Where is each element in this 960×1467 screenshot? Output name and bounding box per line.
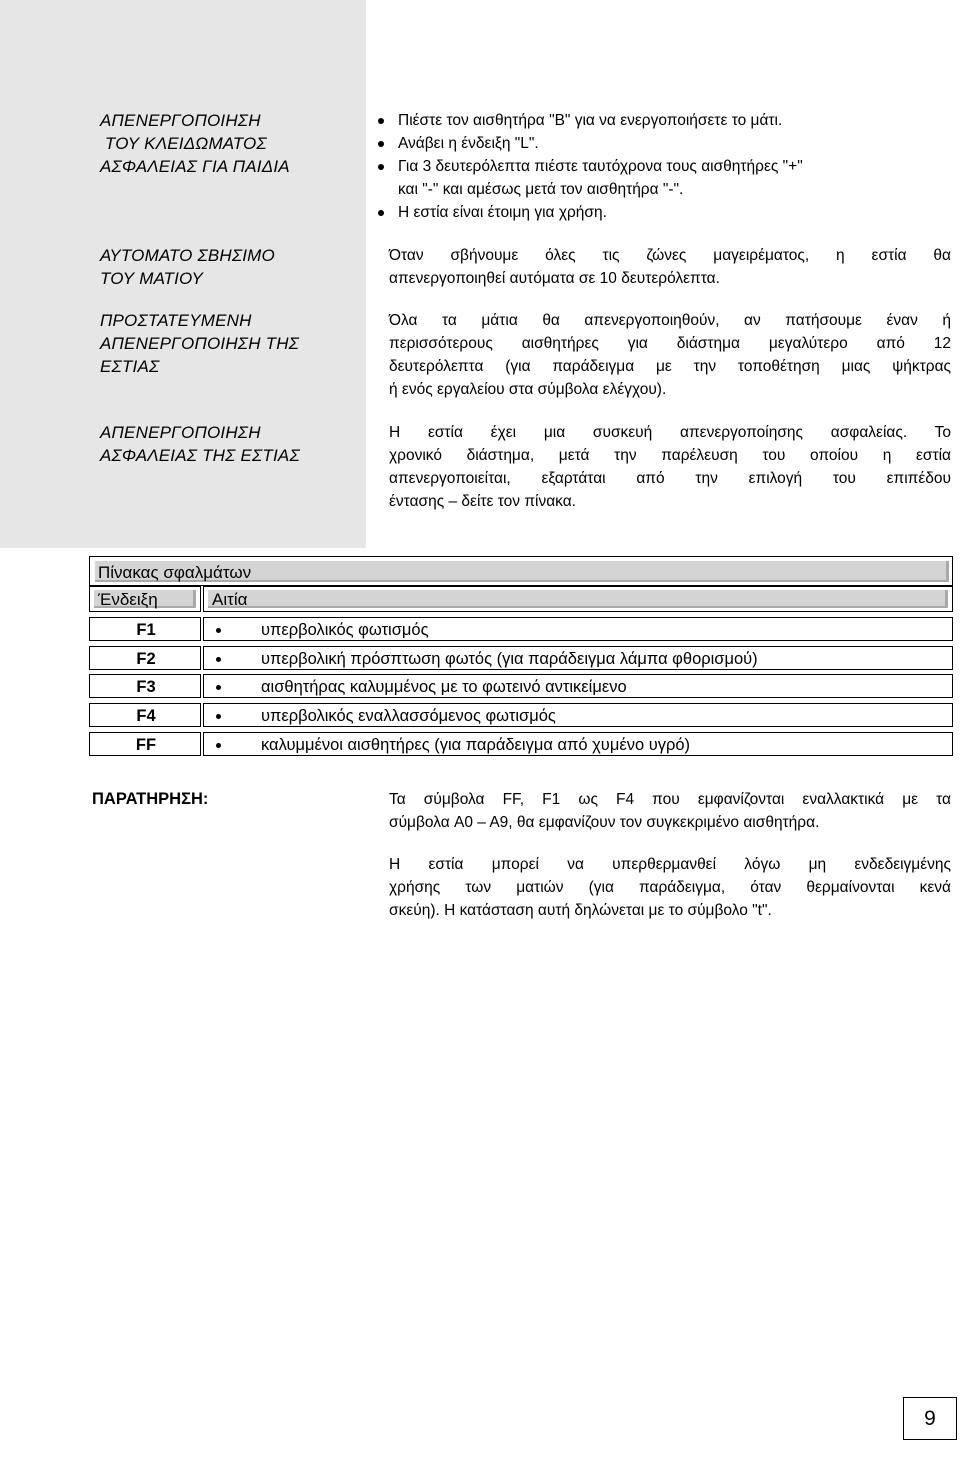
bullet-icon	[216, 743, 221, 748]
protected-off-text	[389, 309, 951, 401]
heading-child-lock-off	[100, 109, 362, 178]
code-cell	[89, 732, 201, 756]
text-line: δευτερόλεπτα (για παράδειγμα με την τοποθέτηση μιας ψήκτρας	[389, 358, 951, 375]
note-paragraph-1	[389, 788, 951, 834]
cause-cell	[203, 646, 953, 670]
cause-cell	[203, 703, 953, 727]
cause-cell	[203, 732, 953, 756]
error-code: FF	[135, 736, 157, 754]
header-cell-cause	[203, 586, 953, 612]
bullet-icon	[378, 164, 384, 170]
code-cell	[89, 674, 201, 698]
bullet-icon	[378, 141, 384, 147]
table-title: Πίνακας σφαλμάτων	[98, 563, 252, 582]
heading-line: ΑΣΦΑΛΕΙΑΣ ΓΙΑ ΠΑΙΔΙΑ	[100, 157, 290, 176]
note-paragraph-2	[389, 853, 951, 922]
heading-safety-off	[100, 421, 362, 467]
error-cause: υπερβολικός φωτισμός	[261, 621, 429, 639]
error-code: F2	[136, 650, 156, 668]
list-item	[372, 201, 952, 224]
code-cell	[89, 703, 201, 727]
error-cause: υπερβολική πρόσπτωση φωτός (για παράδειγμα λάμπα φθορισμού)	[261, 650, 758, 668]
heading-line: ΑΣΦΑΛΕΙΑΣ ΤΗΣ ΕΣΤΙΑΣ	[100, 446, 300, 465]
error-cause: καλυμμένοι αισθητήρες (για παράδειγμα από χυμένο υγρό)	[261, 736, 691, 754]
cause-cell	[203, 617, 953, 641]
child-lock-steps	[372, 109, 952, 224]
table-title-box	[89, 556, 953, 586]
text-line: Η εστία μπορεί να υπερθερμανθεί λόγω μη ενδεδειγμένης	[389, 856, 951, 873]
text-line: περισσότερους αισθητήρες για διάστημα μεγαλύτερο από 12	[389, 335, 951, 352]
text-line: σκεύη). Η κατάσταση αυτή δηλώνεται με το σύμβολο "t".	[389, 902, 772, 919]
heading-line: ΑΠΕΝΕΡΓΟΠΟΙΗΣΗ	[100, 423, 261, 442]
table-row	[89, 617, 951, 641]
text-line: σύμβολα A0 – A9, θα εμφανίζουν τον συγκεκριμένο αισθητήρα.	[389, 814, 820, 831]
step-text: και "-" και αμέσως μετά τον αισθητήρα "-".	[398, 181, 684, 198]
table-row	[89, 674, 951, 698]
header-cell-code	[89, 586, 201, 612]
step-text: Η εστία είναι έτοιμη για χρήση.	[398, 204, 607, 221]
bullet-icon	[378, 118, 384, 124]
bullet-icon	[216, 714, 221, 719]
note-label: ΠΑΡΑΤΗΡΗΣΗ:	[92, 790, 209, 808]
error-code: F3	[136, 678, 156, 696]
error-cause: υπερβολικός εναλλασσόμενος φωτισμός	[261, 707, 556, 725]
page-number-box	[903, 1397, 957, 1440]
error-code: F4	[136, 707, 156, 725]
text-line: απενεργοποιηθεί αυτόματα σε 10 δευτερόλεπτα.	[389, 270, 720, 287]
code-cell	[89, 617, 201, 641]
step-text: Ανάβει η ένδειξη "L".	[398, 135, 539, 152]
text-line: έντασης – δείτε τον πίνακα.	[389, 493, 576, 510]
error-cause: αισθητήρας καλυμμένος με το φωτεινό αντικείμενο	[261, 678, 627, 696]
error-code: F1	[136, 621, 156, 639]
text-line: Όλα τα μάτια θα απενεργοποιηθούν, αν πατήσουμε έναν ή	[389, 312, 951, 329]
page-number: 9	[924, 1407, 936, 1430]
heading-line: ΑΥΤΟΜΑΤΟ ΣΒΗΣΙΜΟ	[100, 246, 275, 265]
code-cell	[89, 646, 201, 670]
table-row	[89, 646, 951, 670]
bullet-icon	[216, 628, 221, 633]
heading-line: ΠΡΟΣΤΑΤΕΥΜΕΝΗ	[100, 311, 252, 330]
text-line: ή ενός εργαλείου στα σύμβολα ελέγχου).	[389, 381, 667, 398]
heading-line: ΑΠΕΝΕΡΓΟΠΟΙΗΣΗ ΤΗΣ	[100, 334, 300, 353]
list-item	[372, 109, 952, 132]
bullet-icon	[216, 685, 221, 690]
table-header	[89, 586, 951, 612]
heading-line: ΑΠΕΝΕΡΓΟΠΟΙΗΣΗ	[100, 111, 261, 130]
step-text: Πιέστε τον αισθητήρα "B" για να ενεργοποιήσετε το μάτι.	[398, 112, 783, 129]
heading-line: ΤΟΥ ΜΑΤΙΟΥ	[100, 269, 204, 288]
text-line: απενεργοποιείται, εξαρτάται από την επιλογή του επιπέδου	[389, 470, 951, 487]
heading-line: ΕΣΤΙΑΣ	[100, 357, 160, 376]
list-item	[372, 132, 952, 155]
column-header-code: Ένδειξη	[98, 590, 158, 609]
column-header-cause: Αιτία	[212, 590, 248, 609]
list-item	[372, 155, 952, 201]
text-line: Όταν σβήνουμε όλες τις ζώνες μαγειρέματος, η εστία θα	[389, 247, 951, 264]
bullet-icon	[216, 657, 221, 662]
step-text: Για 3 δευτερόλεπτα πιέστε ταυτόχρονα τους αισθητήρες "+"	[398, 158, 803, 175]
table-row	[89, 732, 951, 756]
header-shade	[208, 590, 948, 608]
text-line: χρήσης των ματιών (για παράδειγμα, όταν θερμαίνονται κενά	[389, 879, 951, 896]
table-row	[89, 703, 951, 727]
text-line: Τα σύμβολα FF, F1 ως F4 που εμφανίζονται εναλλακτικά με τα	[389, 791, 951, 808]
safety-off-text	[389, 421, 951, 513]
auto-off-text	[389, 244, 951, 290]
text-line: Η εστία έχει μια συσκευή απενεργοποίησης ασφαλείας. Το	[389, 424, 951, 441]
text-line: χρονικό διάστημα, μετά την παρέλευση του οποίου η εστία	[389, 447, 951, 464]
cause-cell	[203, 674, 953, 698]
bullet-icon	[378, 210, 384, 216]
heading-auto-off	[100, 244, 362, 290]
heading-line: ΤΟΥ ΚΛΕΙΔΩΜΑΤΟΣ	[100, 134, 267, 153]
heading-protected-off	[100, 309, 362, 378]
